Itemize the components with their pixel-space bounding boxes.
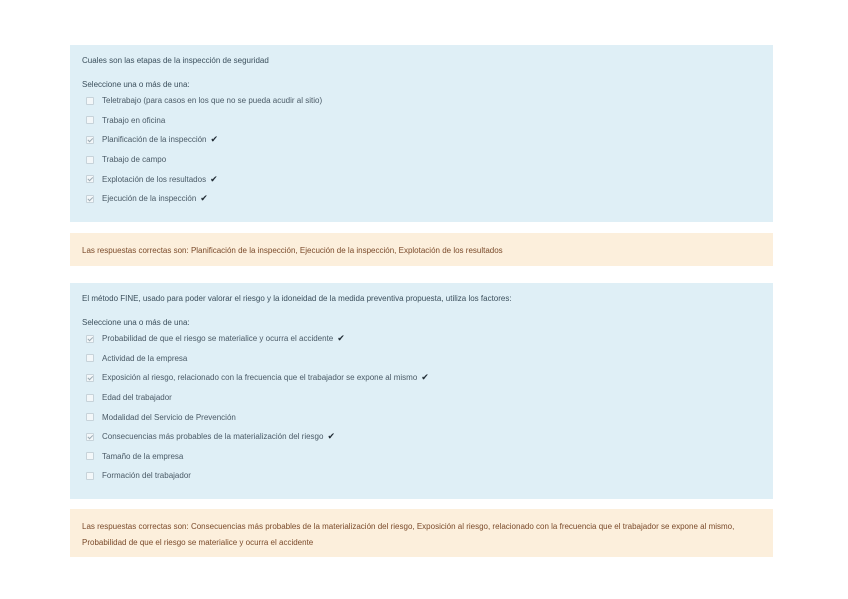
options-list xyxy=(82,91,761,209)
answer-checkbox[interactable] xyxy=(86,433,94,441)
answer-label: Teletrabajo (para casos en los que no se pueda acudir al sitio) xyxy=(102,96,323,106)
correct-check-icon: ✔ xyxy=(210,134,219,145)
answer-option[interactable] xyxy=(82,388,761,408)
correct-check-icon: ✔ xyxy=(210,173,218,184)
question-prompt: Seleccione una o más de una: xyxy=(82,318,190,327)
answer-label: Ejecución de la inspección xyxy=(102,194,197,204)
question-1-feedback xyxy=(70,233,773,266)
answer-checkbox[interactable] xyxy=(86,472,94,480)
answer-option[interactable] xyxy=(82,447,761,467)
answer-option[interactable] xyxy=(82,329,761,349)
question-2-panel xyxy=(70,283,773,499)
answer-option[interactable] xyxy=(82,91,761,111)
answer-option[interactable] xyxy=(82,427,761,447)
answer-checkbox[interactable] xyxy=(86,97,94,105)
question-2-feedback xyxy=(70,509,773,557)
answer-checkbox[interactable] xyxy=(86,394,94,402)
answer-label: Actividad de la empresa xyxy=(102,353,188,363)
answer-label: Probabilidad de que el riesgo se materialice y ocurra el accidente xyxy=(102,334,334,344)
answer-option[interactable] xyxy=(82,111,761,131)
answer-checkbox[interactable] xyxy=(86,452,94,460)
correct-check-icon: ✔ xyxy=(327,431,335,442)
answer-option[interactable] xyxy=(82,466,761,486)
answer-option[interactable] xyxy=(82,130,761,150)
answer-label: Edad del trabajador xyxy=(102,393,172,403)
answer-option[interactable] xyxy=(82,169,761,189)
answer-checkbox[interactable] xyxy=(86,374,94,382)
answer-label: Consecuencias más probables de la materialización del riesgo xyxy=(102,432,324,442)
answer-option[interactable] xyxy=(82,150,761,170)
answer-option[interactable] xyxy=(82,349,761,369)
correct-answers-text: Las respuestas correctas son: Consecuencias más probables de la materialización del riesgo, Exposición al riesgo, relacionado con la frecuencia que el trabajador se expone al mismo, Probabilidad de que el riesgo se materialice y ocurra el accidente xyxy=(82,522,735,547)
answer-label: Tamaño de la empresa xyxy=(102,451,184,461)
answer-option[interactable] xyxy=(82,189,761,209)
answer-checkbox[interactable] xyxy=(86,116,94,124)
answer-checkbox[interactable] xyxy=(86,156,94,164)
correct-check-icon: ✔ xyxy=(421,372,429,383)
answer-checkbox[interactable] xyxy=(86,413,94,421)
question-text: El método FINE, usado para poder valorar el riesgo y la idoneidad de la medida preventiva propuesta, utiliza los factores: xyxy=(82,294,512,303)
answer-option[interactable] xyxy=(82,368,761,388)
correct-answers-text: Las respuestas correctas son: Planificación de la inspección, Ejecución de la inspección, Explotación de los resultados xyxy=(82,246,503,255)
question-text: Cuales son las etapas de la inspección de seguridad xyxy=(82,56,269,65)
answer-label: Planificación de la inspección xyxy=(102,135,207,145)
answer-checkbox[interactable] xyxy=(86,136,94,144)
answer-label: Modalidad del Servicio de Prevención xyxy=(102,412,236,422)
answer-checkbox[interactable] xyxy=(86,354,94,362)
answer-label: Trabajo en oficina xyxy=(102,115,166,125)
correct-check-icon: ✔ xyxy=(200,193,208,204)
answer-checkbox[interactable] xyxy=(86,195,94,203)
correct-check-icon: ✔ xyxy=(337,333,345,344)
question-1-panel xyxy=(70,45,773,222)
options-list xyxy=(82,329,761,486)
answer-label: Trabajo de campo xyxy=(102,155,167,165)
answer-option[interactable] xyxy=(82,407,761,427)
answer-label: Explotación de los resultados xyxy=(102,174,207,184)
answer-checkbox[interactable] xyxy=(86,175,94,183)
answer-label: Exposición al riesgo, relacionado con la frecuencia que el trabajador se expone al mismo xyxy=(102,373,418,383)
answer-checkbox[interactable] xyxy=(86,335,94,343)
question-prompt: Seleccione una o más de una: xyxy=(82,80,190,89)
answer-label: Formación del trabajador xyxy=(102,471,191,481)
